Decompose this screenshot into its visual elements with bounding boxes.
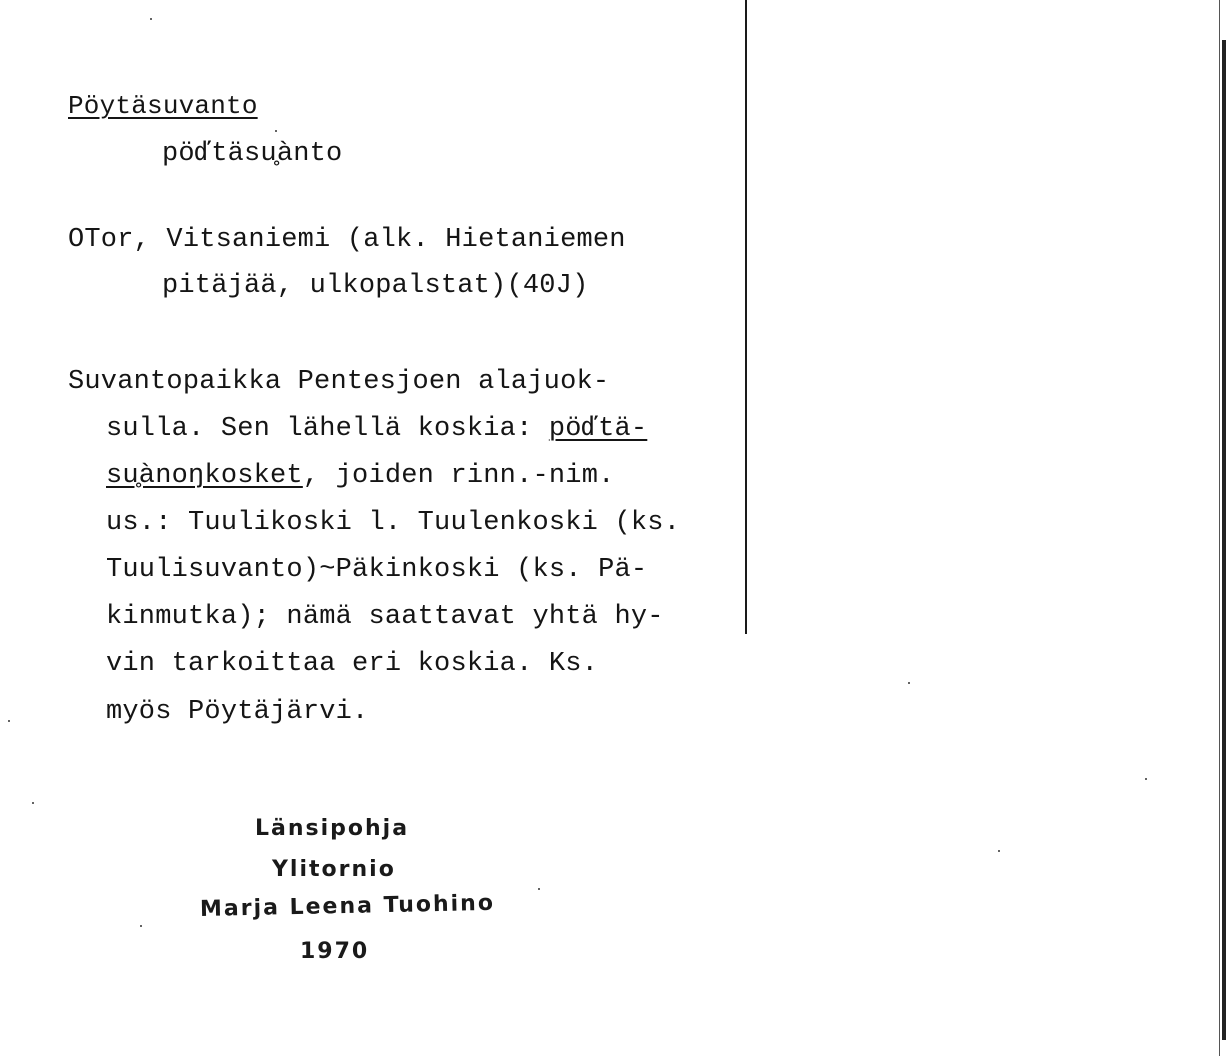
- scan-speck: [140, 925, 142, 927]
- card-edge: [1219, 0, 1220, 1056]
- description-line-3: [106, 460, 615, 492]
- description-line-3-text: , joiden rinn.-nim.: [302, 461, 615, 491]
- scan-speck: [8, 720, 10, 722]
- location-line-1: OTor, Vitsaniemi (alk. Hietaniemen: [68, 225, 626, 255]
- scan-speck: [538, 888, 540, 890]
- scan-speck: [1145, 778, 1147, 780]
- description-line-1: Suvantopaikka Pentesjoen alajuok-: [68, 367, 610, 397]
- stamp-collector: Marja Leena Tuohino: [199, 890, 496, 922]
- scan-speck: [275, 130, 277, 132]
- description-line-5: Tuulisuvanto)~Päkinkoski (ks. Pä-: [106, 555, 648, 585]
- description-line-7: vin tarkoittaa eri koskia. Ks.: [106, 649, 599, 679]
- stamp-year: 1970: [300, 939, 370, 964]
- place-name-underlined: pöďtä-: [548, 414, 648, 444]
- scan-speck: [908, 682, 910, 684]
- location-line-2: pitäjää, ulkopalstat)(40J): [162, 271, 589, 301]
- scan-speck: [150, 18, 152, 20]
- place-name-underlined-cont: su̥ànoŋkosket: [106, 461, 303, 491]
- stamp-parish: Ylitornio: [272, 857, 396, 882]
- description-line-6: kinmutka); nämä saattavat yhtä hy-: [106, 602, 664, 632]
- description-line-2-text: sulla. Sen lähellä koskia:: [106, 414, 549, 444]
- vertical-rule: [745, 0, 747, 634]
- headword: Pöytäsuvanto: [68, 91, 258, 121]
- description-line-4: us.: Tuulikoski l. Tuulenkoski (ks.: [106, 508, 681, 538]
- description-line-2: [106, 413, 647, 445]
- scan-speck: [998, 850, 1000, 852]
- description-line-8: myös Pöytäjärvi.: [106, 697, 369, 727]
- stamp-region: Länsipohja: [255, 816, 410, 841]
- pronunciation: pöďtäsu̥ànto: [162, 139, 343, 169]
- card-edge-thick: [1222, 40, 1226, 1040]
- scan-speck: [32, 802, 34, 804]
